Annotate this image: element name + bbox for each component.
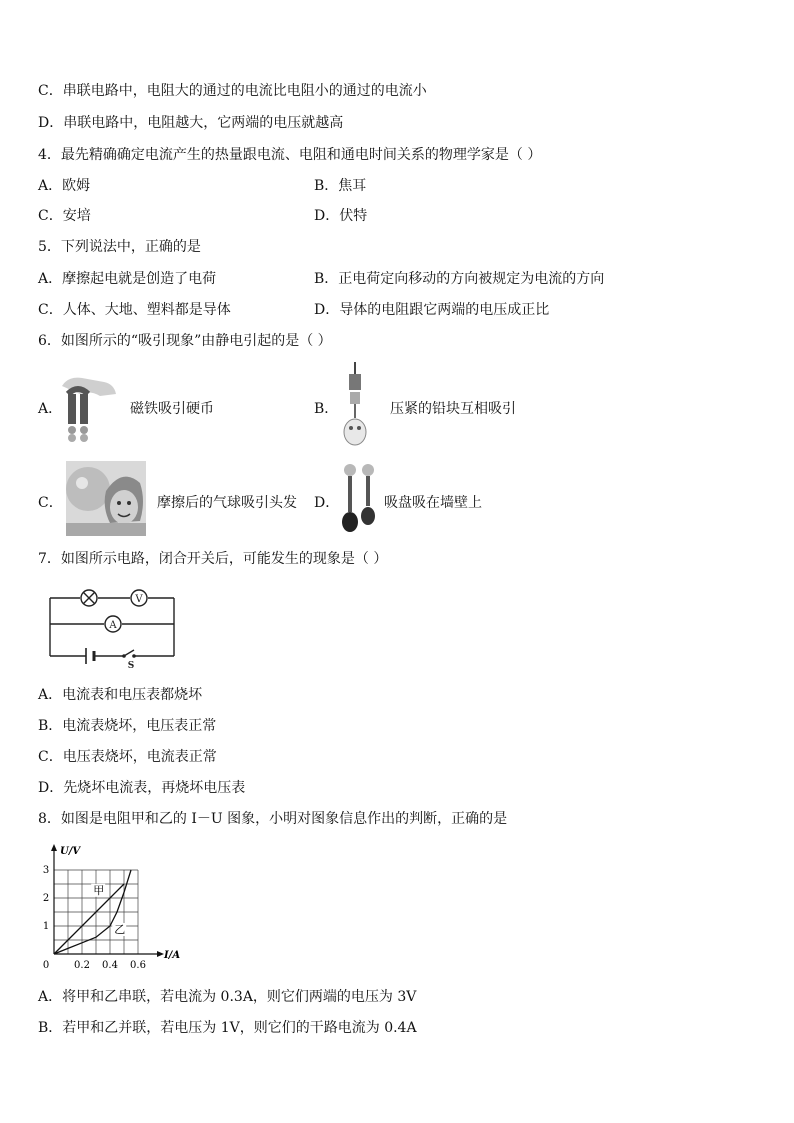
q4-option-a: A．欧姆 [38,178,91,194]
q6-option-a-text: 磁铁吸引硬币 [130,401,214,417]
q3-option-d: D．串联电路中，电阻越大，它两端的电压就越高 [38,115,344,131]
y-axis-arrow [51,844,57,851]
q4-stem: 4．最先精确确定电流产生的热量跟电流、电阻和通电时间关系的物理学家是（ ） [38,147,542,163]
x-tick-label: 0.2 [74,960,90,971]
suction-cups-picture [336,462,382,538]
q5-option-a: A．摩擦起电就是创造了电荷 [38,271,217,287]
y-tick-label: 1 [42,921,50,932]
q5-stem: 5．下列说法中，正确的是 [38,239,201,255]
q7-option-b: B．电流表烧坏，电压表正常 [38,718,217,734]
x-tick-label: 0.6 [130,960,146,971]
series-label-jia: 甲 [93,883,105,897]
x-axis-arrow [157,951,164,957]
q6-option-a-letter: A． [38,401,63,417]
q7-stem: 7．如图所示电路，闭合开关后，可能发生的现象是（ ） [38,551,388,567]
ammeter-symbol: A [109,620,117,631]
q8-option-b: B．若甲和乙并联，若电压为 1V，则它们的干路电流为 0.4A [38,1020,417,1036]
q4-option-b: B．焦耳 [314,178,367,194]
q6-option-c-letter: C． [38,495,63,511]
balloon-hair-picture [66,461,146,536]
x-tick-label: 0.4 [102,960,118,971]
magnet-coins-picture [60,372,122,444]
q7-option-c: C．电压表烧坏，电流表正常 [38,749,217,765]
x-axis-label: I/A [164,950,181,961]
q7-option-a: A．电流表和电压表都烧坏 [38,687,203,703]
q6-option-d-text: 吸盘吸在墙壁上 [384,495,482,511]
q6-option-d-letter: D． [314,495,340,511]
q7-option-d: D．先烧坏电流表，再烧坏电压表 [38,780,246,796]
q8-stem: 8．如图是电阻甲和乙的 I－U 图象，小明对图象信息作出的判断，正确的是 [38,811,508,827]
q4-option-c: C．安培 [38,208,91,224]
q5-option-d: D．导体的电阻跟它两端的电压成正比 [314,302,550,318]
q3-option-c: C．串联电路中，电阻大的通过的电流比电阻小的通过的电流小 [38,83,427,99]
switch-label: S [127,661,135,670]
lead-blocks-picture [338,362,372,452]
y-axis-label: U/V [60,846,81,857]
circuit-diagram [44,584,180,670]
q6-option-b-text: 压紧的铅块互相吸引 [390,401,516,417]
y-tick-label: 2 [42,893,50,904]
y-tick-label: 3 [42,865,50,876]
q6-option-c-text: 摩擦后的气球吸引头发 [157,495,297,511]
q6-stem: 6．如图所示的“吸引现象”由静电引起的是（ ） [38,333,332,349]
voltmeter-symbol: V [135,594,143,605]
origin-label: 0 [42,960,50,971]
q8-option-a: A．将甲和乙串联，若电流为 0.3A，则它们两端的电压为 3V [38,989,417,1005]
q5-option-c: C．人体、大地、塑料都是导体 [38,302,231,318]
q5-option-b: B．正电荷定向移动的方向被规定为电流的方向 [314,271,605,287]
iu-graph [30,842,190,972]
series-label-yi: 乙 [114,923,126,936]
q6-option-b-letter: B． [314,401,339,417]
q4-option-d: D．伏特 [314,208,368,224]
